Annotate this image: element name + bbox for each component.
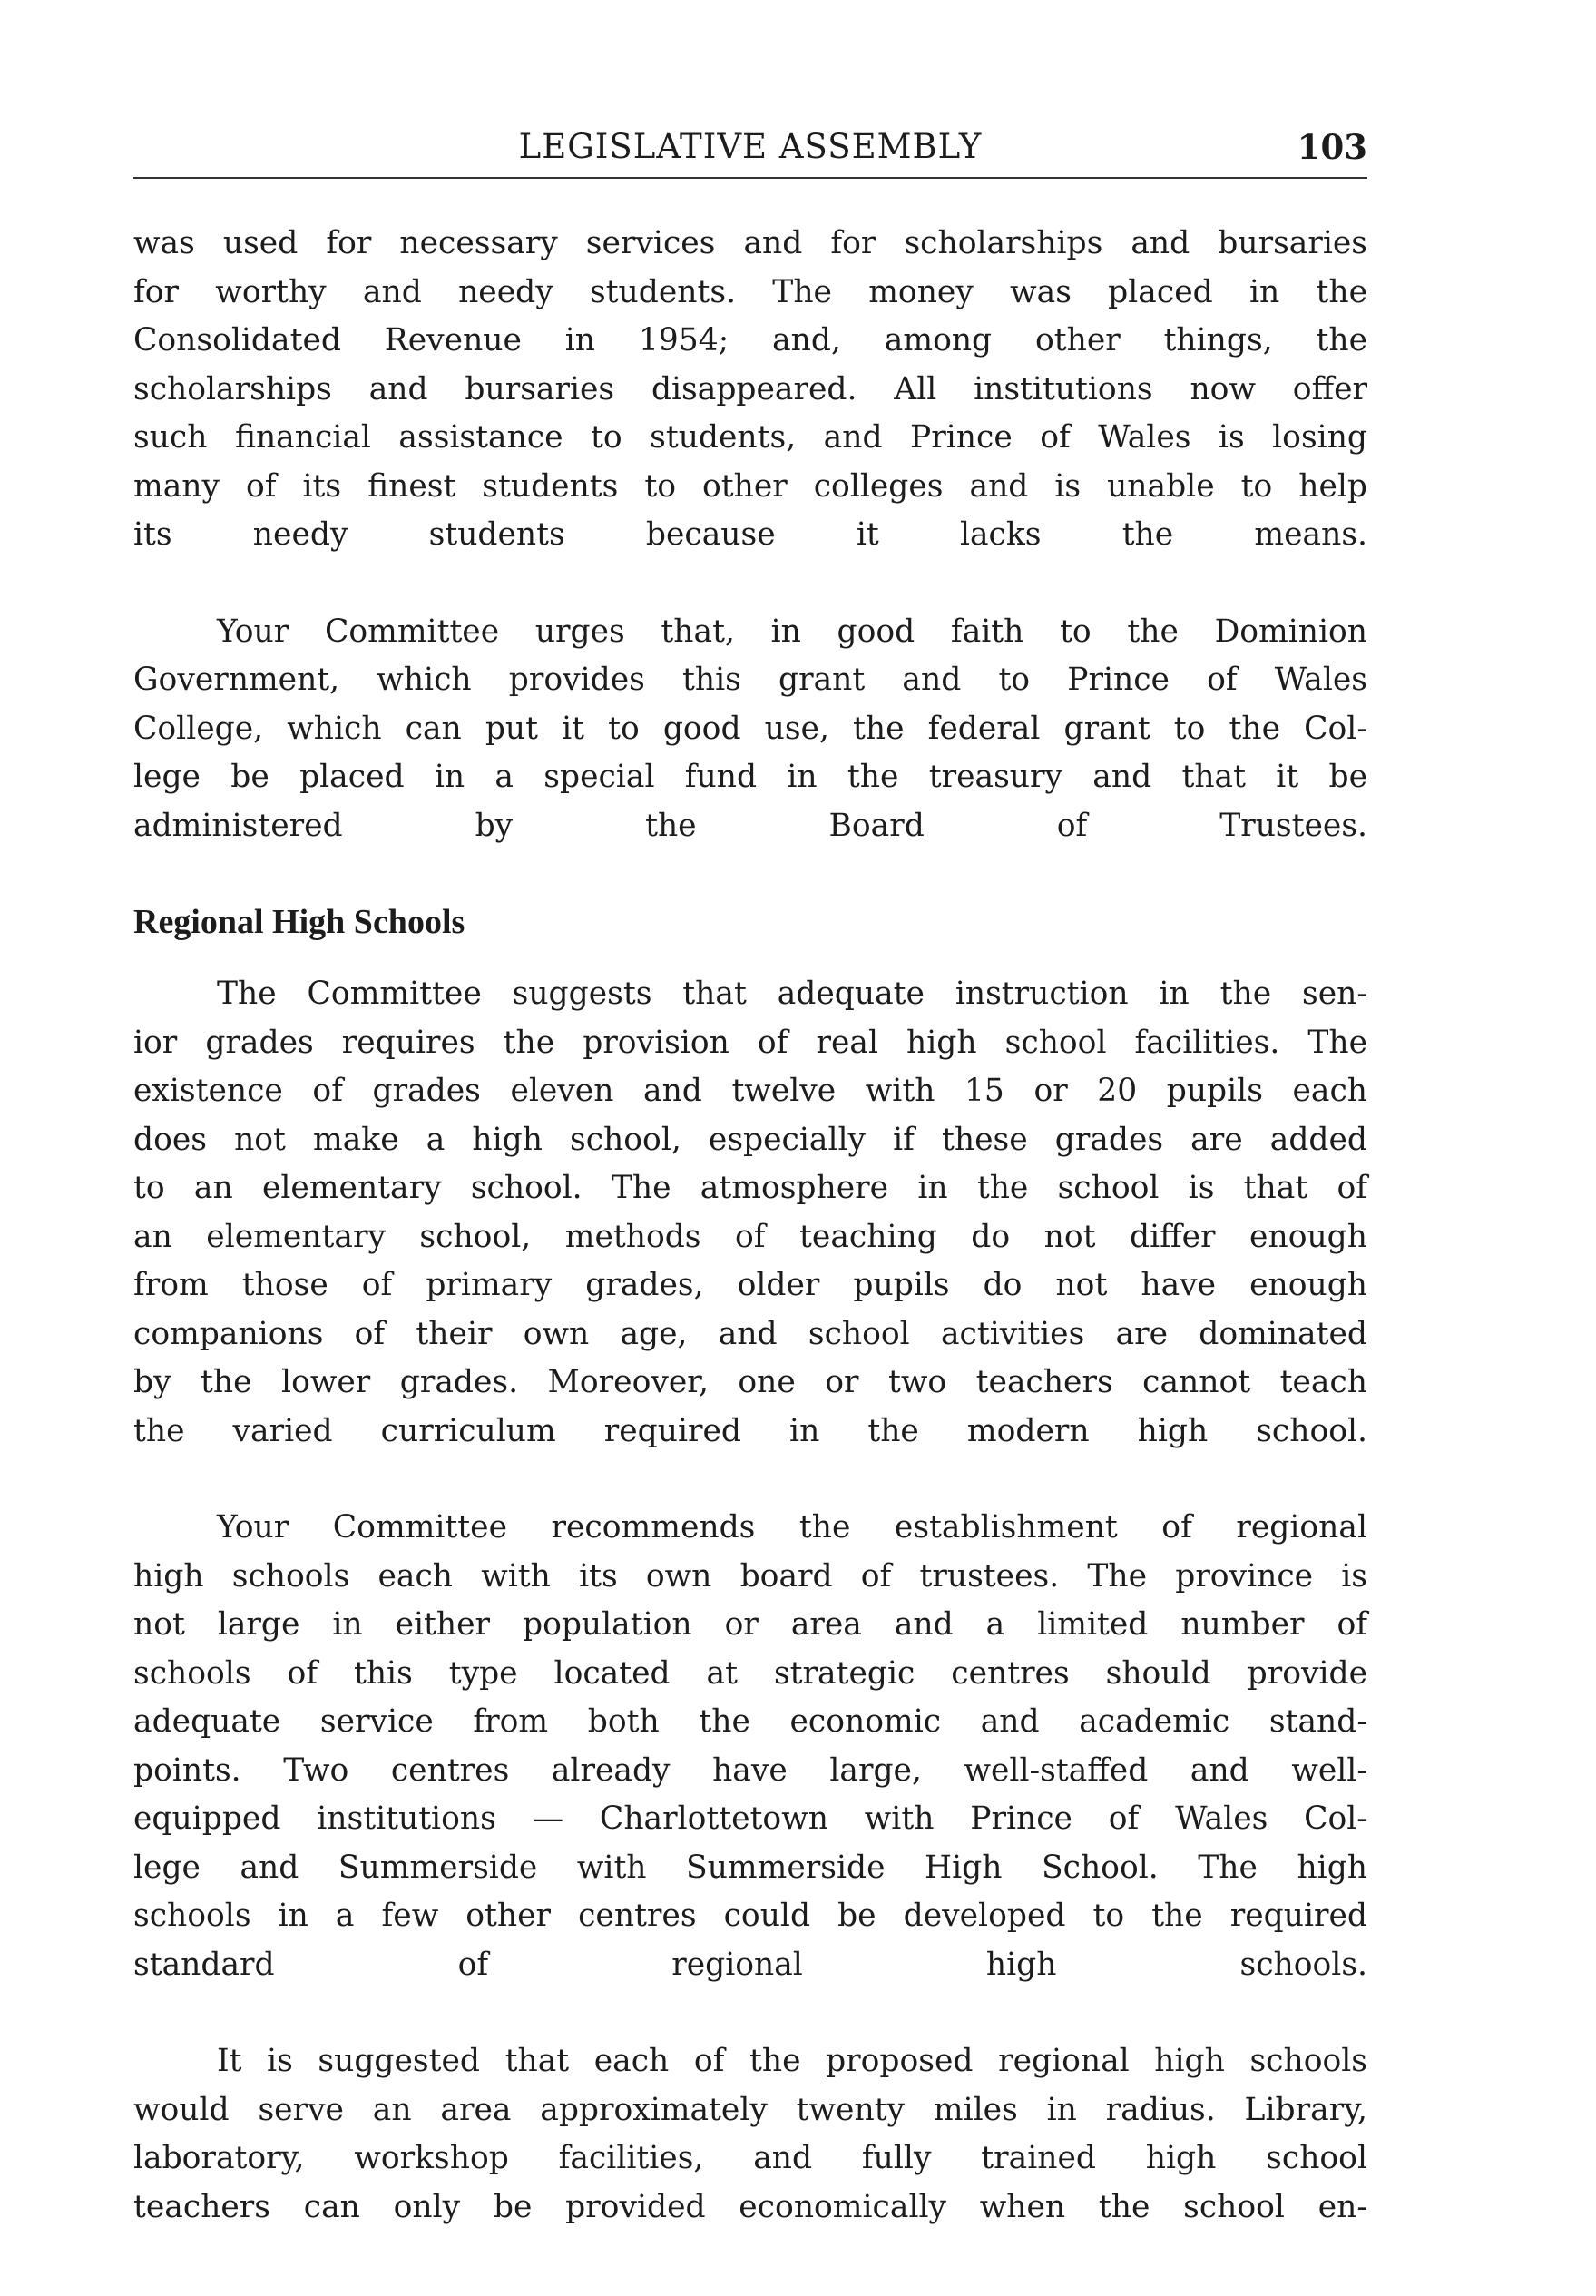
text-line: to an elementary school. The atmosphere in the school is that of <box>133 1170 1367 1206</box>
text-line: lege be placed in a special fund in the treasury and that it be <box>133 759 1367 795</box>
paragraph-committee-urges <box>133 608 1367 851</box>
text-line: Your Committee recommends the establishment of regional <box>217 1509 1367 1545</box>
paragraph-continuation <box>133 220 1367 560</box>
text-line: such financial assistance to students, and Prince of Wales is losing <box>133 419 1367 456</box>
text-line: scholarships and bursaries disappeared. All institutions now offer <box>133 370 1367 407</box>
text-line: Your Committee urges that, in good faith to the Dominion <box>217 613 1367 650</box>
text-line: administered by the Board of Trustees. <box>133 807 1367 844</box>
text-line: schools in a few other centres could be developed to the required <box>133 1898 1367 1934</box>
text-line: was used for necessary services and for scholarships and bursaries <box>133 225 1367 261</box>
text-line: lege and Summerside with Summerside High School. The high <box>133 1849 1367 1886</box>
text-line: many of its finest students to other colleges and is unable to help <box>133 467 1367 505</box>
text-line: existence of grades eleven and twelve with 15 or 20 pupils each <box>133 1073 1367 1109</box>
section-heading: Regional High Schools <box>133 903 465 941</box>
text-line: The Committee suggests that adequate instruction in the sen- <box>217 976 1367 1012</box>
text-line: for worthy and needy students. The money was placed in the <box>133 273 1367 310</box>
body-text <box>133 220 1367 2232</box>
header-title: LEGISLATIVE ASSEMBLY <box>518 127 983 166</box>
text-line: high schools each with its own board of trustees. The province is <box>133 1557 1367 1594</box>
text-line: by the lower grades. Moreover, one or two teachers cannot teach <box>133 1364 1367 1400</box>
text-line: not large in either population or area and a limited number of <box>133 1606 1367 1643</box>
text-line: the varied curriculum required in the modern high school. <box>133 1412 1367 1449</box>
text-line: standard of regional high schools. <box>133 1946 1367 1983</box>
text-line: from those of primary grades, older pupils do not have enough <box>133 1267 1367 1303</box>
page-number: 103 <box>1297 127 1367 167</box>
running-header <box>133 125 1367 176</box>
text-line: schools of this type located at strategic centres should provide <box>133 1654 1367 1692</box>
text-line: teachers can only be provided economically when the school en- <box>133 2188 1367 2225</box>
text-line: Consolidated Revenue in 1954; and, among other things, the <box>133 322 1367 358</box>
text-line: laboratory, workshop facilities, and fully trained high school <box>133 2140 1367 2176</box>
text-line: ior grades requires the provision of real high school facilities. The <box>133 1024 1367 1061</box>
text-line: companions of their own age, and school activities are dominated <box>133 1315 1367 1352</box>
paragraph-committee-recommends <box>133 1504 1367 1989</box>
text-line: It is suggested that each of the proposed regional high schools <box>217 2043 1367 2079</box>
text-line: its needy students because it lacks the means. <box>133 516 1367 553</box>
text-line: College, which can put it to good use, the federal grant to the Col- <box>133 710 1367 747</box>
header-rule <box>133 177 1367 179</box>
paragraph-it-is-suggested <box>133 2037 1367 2232</box>
text-line: Government, which provides this grant and to Prince of Wales <box>133 662 1367 698</box>
text-line: does not make a high school, especially if these grades are added <box>133 1121 1367 1158</box>
text-line: would serve an area approximately twenty miles in radius. Library, <box>133 2091 1367 2128</box>
text-line: adequate service from both the economic and academic stand- <box>133 1703 1367 1740</box>
paragraph-committee-suggests <box>133 970 1367 1456</box>
text-line: equipped institutions — Charlottetown with Prince of Wales Col- <box>133 1800 1367 1837</box>
text-line: points. Two centres already have large, well-staffed and well- <box>133 1751 1367 1789</box>
text-line: an elementary school, methods of teaching do not differ enough <box>133 1218 1367 1255</box>
